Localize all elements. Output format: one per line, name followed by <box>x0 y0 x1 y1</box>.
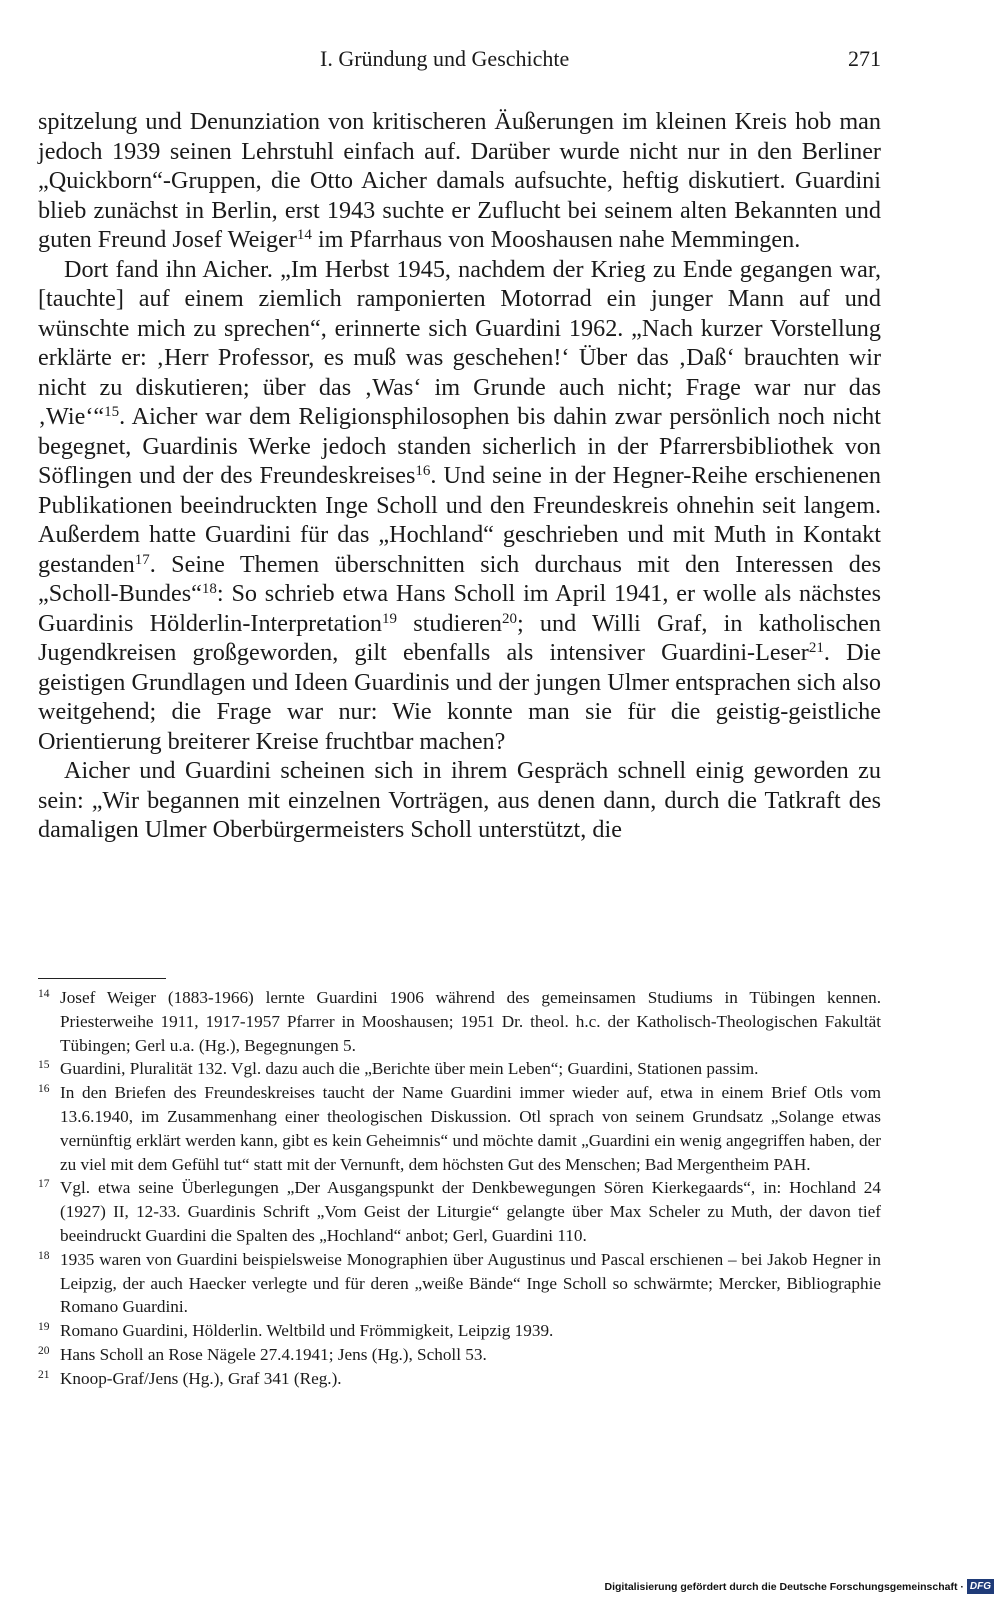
footnote-text: Hans Scholl an Rose Nägele 27.4.1941; Jens (Hg.), Scholl 53. <box>60 1344 487 1364</box>
running-title: I. Gründung und Geschichte <box>320 46 570 71</box>
footnote-15 <box>38 1057 881 1081</box>
footnotes <box>38 986 881 1391</box>
footnote-number: 14 <box>38 988 50 1000</box>
paragraph-3: Aicher und Guardini scheinen sich in ihrem Gespräch schnell einig geworden zu sein: „Wir begannen mit einzelnen Vorträgen, aus denen dann, durch die Tatkraft des damaligen Ulmer Oberbürgermeisters Scholl unterstützt, die <box>38 757 881 843</box>
footnote-number: 20 <box>38 1344 50 1357</box>
digitization-credit <box>605 1578 995 1595</box>
paragraph-2: Dort fand ihn Aicher. „Im Herbst 1945, nachdem der Krieg zu Ende gegangen war, [tauchte] auf einem ziemlich ramponierten Motorrad ein junger Mann auf und wünschte mich zu sprechen“, erinnerte sich Guardini 1962. „Nach kurzer Vorstellung erklärte er: ‚Herr Professor, es muß was geschehen!‘ Über das ‚Daß‘ brauchten wir nicht zu diskutieren; über das ‚Was‘ im Grunde auch nicht; Frage war nur das ‚Wie‘“$^{15}$. Aicher war dem Religionsphilosophen bis dahin zwar persönlich noch nicht begegnet, Guardinis Werke jedoch standen sicherlich in der Pfarrersbibliothek von Söflingen und der des Freundeskreises$^{16}$. Und seine in der Hegner-Reihe erschienenen Publikationen beeindruckten Inge Scholl und den Freundeskreis ohnehin seit langem. Außerdem hatte Guardini für das „Hochland“ geschrieben und mit Muth in Kontakt gestanden$^{17}$. Seine Themen überschnitten sich durchaus mit den Interessen des „Scholl-Bundes“$^{18}$: So schrieb etwa Hans Scholl im April 1941, er wolle als nächstes Guardinis Hölderlin-Interpretation$^{19}$ studieren$^{20}$; und Willi Graf, in katholischen Jugendkreisen großgeworden, gilt ebenfalls als intensiver Guardini-Leser$^{21}$. Die geistigen Grundlagen und Ideen Guardinis und der jungen Ulmer entsprachen sich also weitgehend; die Frage war nur: Wie konnte man sie für die geistig-geistliche Orientierung breiterer Kreise fruchtbar machen? <box>38 255 881 755</box>
page-header <box>38 44 881 74</box>
footnote-text: In den Briefen des Freundeskreises taucht der Name Guardini immer wieder auf, etwa in einem Brief Otls vom 13.6.1940, im Zusammenhang einer theologischen Diskussion. Otl sprach von seinem Grundsatz „Solange etwas vernünftig erklärt werden kann, gibt es kein Geheimnis“ und möchte damit „Guardini ein wenig angegriffen haben, der zu viel mit dem Gefühl tut“ statt mit der Vernunft, dem höchsten Gut des Menschen; Bad Mergentheim PAH. <box>60 1083 881 1174</box>
footnote-20 <box>38 1343 881 1367</box>
footnote-text: 1935 waren von Guardini beispielsweise Monographien über Augustinus und Pascal erschienen – bei Jakob Hegner in Leipzig, der auch Haecker verlegte und für deren „weiße Bände“ Inge Scholl so schwärmte; Mercker, Bibliographie Romano Guardini. <box>60 1249 881 1317</box>
footnote-text: Josef Weiger (1883-1966) lernte Guardini 1906 während des gemeinsamen Studiums in Tübingen kennen. Priesterweihe 1911, 1917-1957 Pfarrer in Mooshausen; 1951 Dr. theol. h.c. der Katholisch-Theologischen Fakultät Tübingen; Gerl u.a. (Hg.), Begegnungen 5. <box>60 988 881 1055</box>
footnote-text: Romano Guardini, Hölderlin. Weltbild und Frömmigkeit, Leipzig 1939. <box>60 1321 554 1341</box>
footnote-number: 16 <box>38 1083 50 1096</box>
footnote-ref-21[interactable]: 21 <box>808 639 824 656</box>
footnote-ref-18[interactable]: 18 <box>201 580 217 597</box>
page-number: 271 <box>848 46 881 71</box>
footnote-number: 18 <box>38 1249 50 1262</box>
footnote-ref-15[interactable]: 15 <box>104 403 120 420</box>
paragraph-1: spitzelung und Denunziation von kritischeren Äußerungen im kleinen Kreis hob man jedoch 1939 seinen Lehrstuhl einfach auf. Darüber wurde nicht nur in den Berliner „Quickborn“-Gruppen, die Otto Aicher damals aufsuchte, heftig diskutiert. Guardini blieb zunächst in Berlin, erst 1943 suchte er Zuflucht bei seinem alten Bekannten und guten Freund Josef Weiger$^{14}$ im Pfarrhaus von Mooshausen nahe Memmingen. <box>38 108 881 253</box>
footnote-21 <box>38 1367 881 1391</box>
footnote-14 <box>38 986 881 1057</box>
footnote-number: 17 <box>38 1178 50 1191</box>
footnote-18 <box>38 1248 881 1319</box>
body-text <box>38 107 881 845</box>
digitization-credit-text: Digitalisierung gefördert durch die Deutsche Forschungsgemeinschaft · <box>604 1580 964 1593</box>
footnote-ref-19[interactable]: 19 <box>382 610 398 627</box>
footnote-ref-16[interactable]: 16 <box>415 462 431 479</box>
footnote-number: 21 <box>38 1368 50 1381</box>
footnote-number: 15 <box>38 1059 50 1072</box>
footnote-separator <box>38 978 166 979</box>
footnote-text: Knoop-Graf/Jens (Hg.), Graf 341 (Reg.). <box>60 1368 342 1388</box>
footnote-ref-20[interactable]: 20 <box>501 610 517 627</box>
footnote-text: Vgl. etwa seine Überlegungen „Der Ausgangspunkt der Denkbewegungen Sören Kierkegaards“, in: Hochland 24 (1927) II, 12-33. Guardinis Schrift „Vom Geist der Liturgie“ gelangte über Max Scheler zu Muth, der davon tief beeindruckt Guardini die Spalten des „Hochland“ anbot; Gerl, Guardini 110. <box>60 1178 881 1245</box>
footnote-ref-14[interactable]: 14 <box>296 226 312 243</box>
footnote-number: 19 <box>38 1321 50 1334</box>
dfg-logo-icon: DFG <box>967 1579 994 1594</box>
footnote-ref-17[interactable]: 17 <box>134 551 150 568</box>
footnote-text: Guardini, Pluralität 132. Vgl. dazu auch die „Berichte über mein Leben“; Guardini, Stationen passim. <box>60 1059 759 1079</box>
footnote-19 <box>38 1319 881 1343</box>
footnote-17 <box>38 1176 881 1247</box>
footnote-16 <box>38 1081 881 1176</box>
